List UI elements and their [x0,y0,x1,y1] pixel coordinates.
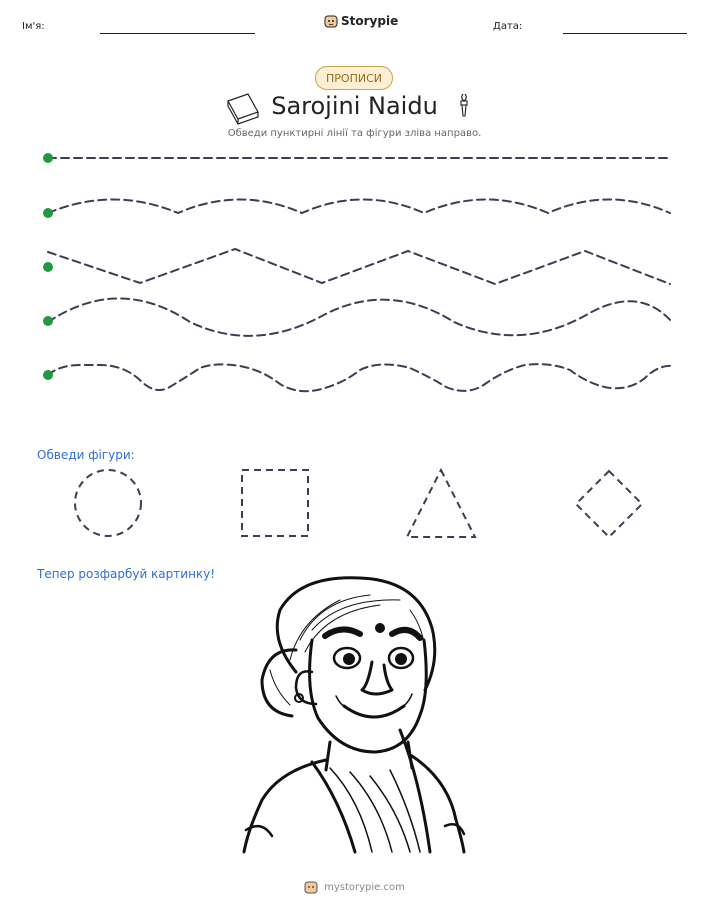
page-title: Sarojini Naidu [271,92,438,120]
worksheet-badge: ПРОПИСИ [315,66,393,90]
portrait-drawing [244,578,464,852]
storypie-icon [304,880,318,894]
shapes-heading: Обведи фігури: [37,448,135,462]
date-label: Дата: [493,21,523,32]
coloring-heading: Тепер розфарбуй картинку! [37,567,216,581]
footer-url[interactable]: mystorypie.com [324,881,405,893]
name-label: Ім'я: [22,21,45,32]
footer [0,880,709,894]
instructions: Обведи пунктирні лінії та фігури зліва направо. [227,128,482,139]
brand-name: Storypie [341,14,399,28]
